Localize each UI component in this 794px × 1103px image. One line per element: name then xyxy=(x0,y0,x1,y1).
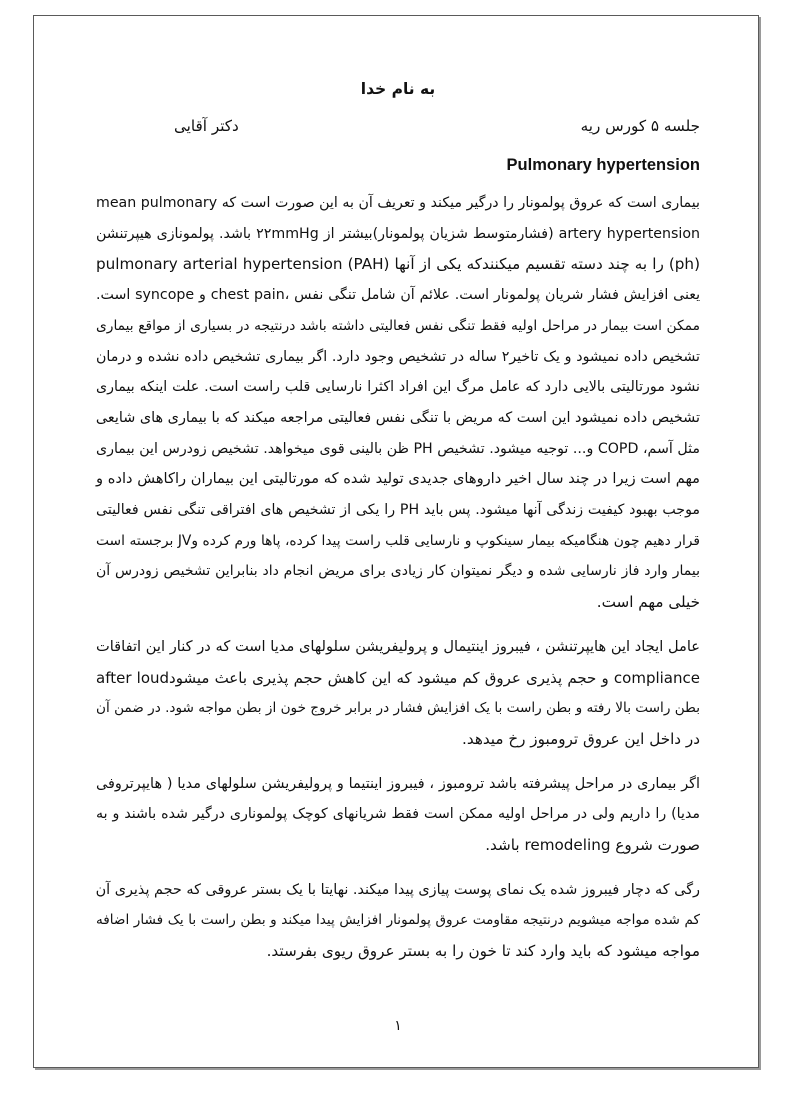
session-label: جلسه ۵ کورس ریه xyxy=(580,117,700,135)
page-number: ۱ xyxy=(394,1018,402,1034)
text-line: بیمار وارد فاز نارسایی شده و دیگر نمیتوان کار زیادی برای مریض انجام داد بنابراین تشخیص زودرس آن xyxy=(96,563,700,580)
text-line: artery hypertension (فشارمتوسط شزیان پولمونار)بیشتر از ۲۲mmHg باشد. پولمونازی هیپرتنشن xyxy=(96,225,700,242)
paragraph-2 xyxy=(96,632,700,755)
text-line: بطن راست بالا رفته و بطن راست با یک افزایش فشار در برابر خروج خون از بطن مواجه شود. در ضمن آن xyxy=(96,700,700,717)
paragraph-4 xyxy=(96,875,700,967)
text-line: تشخیص داده نمیشود و یک تاخیر۲ ساله در تشخیص وجود دارد. اگر بیماری تشخیص داده نشده و درمان xyxy=(96,348,700,365)
text-line: خیلی مهم است. xyxy=(596,593,700,612)
paragraph-1 xyxy=(96,188,700,618)
meta-row xyxy=(96,113,700,139)
text-line: رگی که دچار فیبروز شده یک نمای پوست پیازی پیدا میکند. نهایتا با یک بستر عروقی که حجم پذیری آن xyxy=(95,881,700,898)
text-line: مهم است زیرا در چند سال اخیر داروهای جدیدی تولید شده که مورتالیتی این بیماران راکاهش داده و xyxy=(96,470,700,488)
text-line: نشود مورتالیتی بالایی دارد که عامل مرگ این افراد اکثرا نارسایی قلب راست است. علت اینکه بیماری xyxy=(96,379,700,396)
text-line: موجب بهبود کیفیت زندگی آنها میشود. پس باید PH را یکی از تشخیص های افتراقی تنگی نفس فعالیتی xyxy=(96,502,701,519)
section-heading: Pulmonary hypertension xyxy=(506,156,700,174)
text-line: اگر بیماری در مراحل پیشرفته باشد ترومبوز ، فیبروز اینتیما و پرولیفریشن سلولهای مدیا ( هایپرتروفی xyxy=(96,775,700,792)
paragraph-3 xyxy=(96,769,700,861)
text-line: (ph) را به چند دسته تقسیم میکنندکه یکی از آنها pulmonary arterial hypertension (PAH) xyxy=(96,255,700,274)
text-line: مواجه میشود که باید وارد کند تا خون را به بستر عروق ریوی بفرستد. xyxy=(266,942,700,961)
document-title: به نام خدا xyxy=(360,80,436,98)
text-line: عامل ایجاد این هایپرتنشن ، فیبروز اینتیمال و پرولیفریشن سلولهای مدیا است که در کنار این اتفاقات xyxy=(96,637,700,655)
teacher-name: دکتر آقایی xyxy=(174,117,239,135)
text-line: مدیا) را داریم ولی در مراحل اولیه ممکن است فقط شریانهای کوچک پولموناری درگیر شده باشند و به xyxy=(96,806,700,823)
text-line: در داخل این عروق ترومبوز رخ میدهد. xyxy=(462,729,700,748)
text-line: یعنی افزایش فشار شریان پولمونار است. علائم آن شامل تنگی نفس ،chest pain و syncope است. xyxy=(96,287,701,304)
text-line: مثل آسم، COPD و... توجیه میشود. تشخیص PH ظن بالینی قوی میخواهد. تشخیص زودرس این بیماری xyxy=(96,440,700,457)
text-line: ممکن است بیمار در مراحل اولیه فقط تنگی نفس فعالیتی داشته باشد درنتیجه در بسیاری از مواقع بیماری xyxy=(96,317,700,334)
document-page xyxy=(96,72,700,1062)
text-line: compliance و حجم پذیری عروق کم میشود که این کاهش حجم پذیری باعث میشودafter loud xyxy=(96,668,700,687)
text-line: قرار دهیم چون هنگامیکه بیمار سینکوپ و نارسایی قلب راست پیدا کرده، پاها ورم کرده وJV برجسته است xyxy=(96,532,700,549)
text-line: صورت شروع remodeling باشد. xyxy=(485,836,700,855)
text-line: تشخیص داده نمیشود این است که مریض با تنگی نفس فعالیتی مراجعه میکند که با بیماری های شایعی xyxy=(95,409,700,426)
text-line: کم شده مواجه میشویم درنتیجه مقاومت عروق پولمونار افزایش پیدا میکند و بطن راست با یک فشار اضافه xyxy=(96,912,700,929)
text-line: بیماری است که عروق پولمونار را درگیر میکند و تعریف آن به این صورت است که mean pulmonary xyxy=(96,195,700,211)
